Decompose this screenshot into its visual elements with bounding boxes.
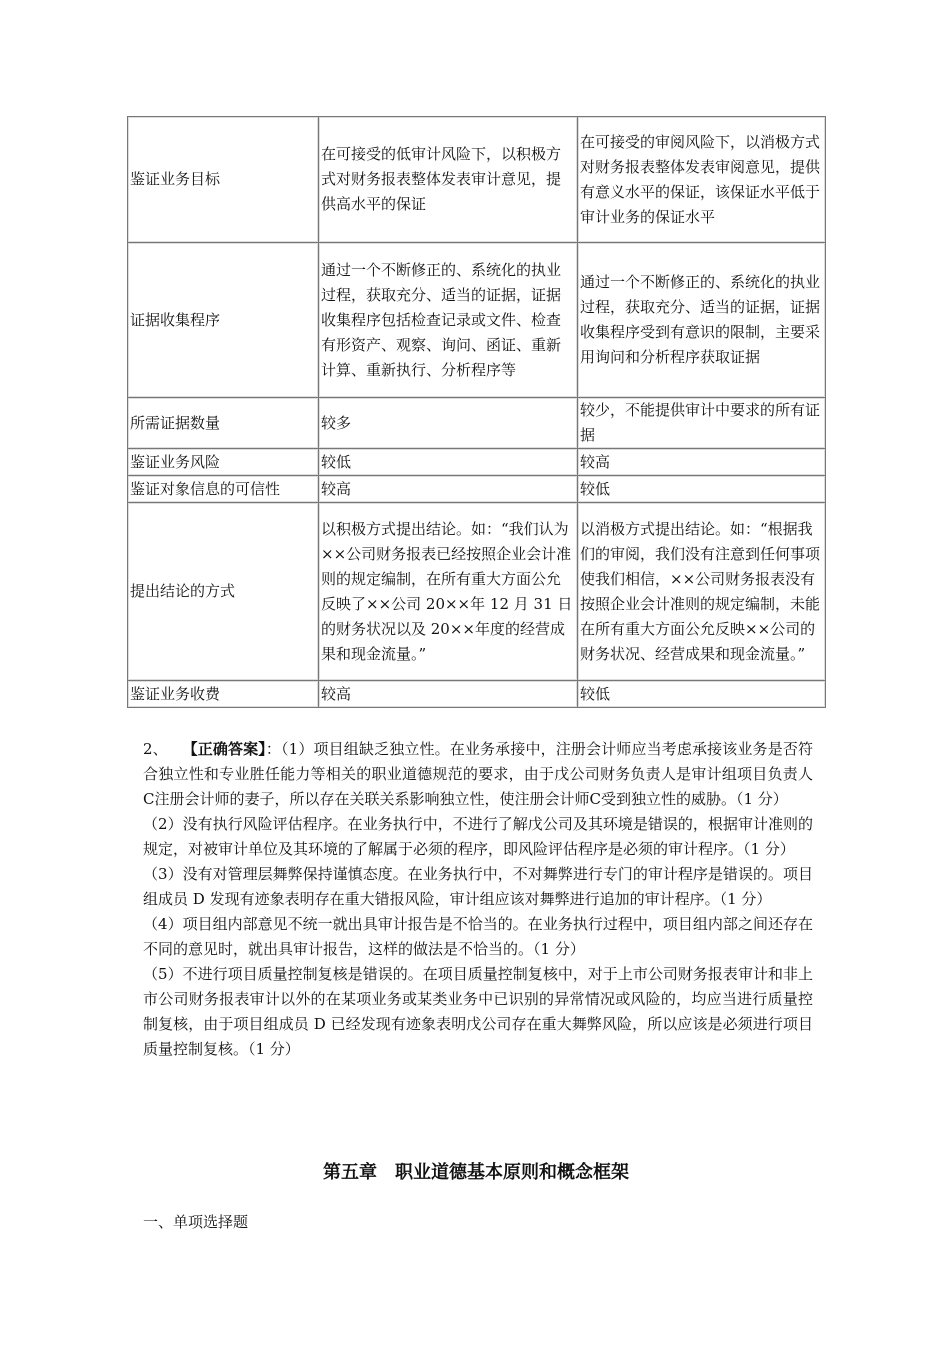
chapter-title: 第五章 职业道德基本原则和概念框架 [323, 1162, 629, 1183]
answer-item: ：（1）项目组缺乏独立性。在业务承接中，注册会计师应当考虑承接该业务是否符合独立性和专业胜任能力等相关的职业道德规范的要求，由于戊公司财务负责人是审计组项目负责人C注册会计师的妻子，所以存在关联关系影响独立性，使注册会计师C受到独立性的威胁。（1 分） [143, 740, 813, 808]
table-row [128, 476, 826, 503]
table-row [128, 398, 826, 449]
review-cell: 较高 [578, 449, 826, 476]
review-cell: 以消极方式提出结论。如：“根据我们的审阅，我们没有注意到任何事项使我们相信，××公司财务报表没有按照企业会计准则的规定编制，未能在所有重大方面公允反映××公司的财务状况、经营成果和现金流量。” [578, 503, 826, 681]
answer-paragraph [143, 962, 813, 1062]
table-row [128, 681, 826, 708]
review-cell: 较低 [578, 476, 826, 503]
row-label: 提出结论的方式 [128, 503, 319, 681]
audit-cell: 较高 [319, 681, 578, 708]
row-label: 鉴证业务风险 [128, 449, 319, 476]
answer-section [143, 737, 813, 1062]
review-cell: 通过一个不断修正的、系统化的执业过程，获取充分、适当的证据，证据收集程序受到有意识的限制，主要采用询问和分析程序获取证据 [578, 243, 826, 398]
row-label: 鉴证业务目标 [128, 117, 319, 243]
audit-cell: 较高 [319, 476, 578, 503]
row-label: 所需证据数量 [128, 398, 319, 449]
row-label: 鉴证业务收费 [128, 681, 319, 708]
answer-item: （5）不进行项目质量控制复核是错误的。在项目质量控制复核中，对于上市公司财务报表审计和非上市公司财务报表审计以外的在某项业务或某类业务中已识别的异常情况或风险的，均应当进行质量控制复核，由于项目组成员 D 已经发现有迹象表明戊公司存在重大舞弊风险，所以应该是必须进行项目质量控制复核。（1 分） [143, 965, 813, 1058]
row-label: 鉴证对象信息的可信性 [128, 476, 319, 503]
audit-cell: 在可接受的低审计风险下，以积极方式对财务报表整体发表审计意见，提供高水平的保证 [319, 117, 578, 243]
comparison-table [127, 116, 826, 708]
table-row [128, 243, 826, 398]
table-row [128, 503, 826, 681]
answer-paragraph [143, 737, 813, 812]
audit-cell: 通过一个不断修正的、系统化的执业过程，获取充分、适当的证据，证据收集程序包括检查记录或文件、检查有形资产、观察、询问、函证、重新计算、重新执行、分析程序等 [319, 243, 578, 398]
answer-heading: 【正确答案】 [182, 740, 266, 758]
answer-paragraph [143, 862, 813, 912]
review-cell: 较低 [578, 681, 826, 708]
section-title: 一、单项选择题 [143, 1213, 249, 1231]
answer-item: （4）项目组内部意见不统一就出具审计报告是不恰当的。在业务执行过程中，项目组内部之间还存在不同的意见时，就出具审计报告，这样的做法是不恰当的。（1 分） [143, 915, 813, 958]
table-row [128, 117, 826, 243]
answer-number: 2、 [143, 740, 168, 758]
review-cell: 较少，不能提供审计中要求的所有证据 [578, 398, 826, 449]
answer-item: （2）没有执行风险评估程序。在业务执行中，不进行了解戊公司及其环境是错误的，根据审计准则的规定，对被审计单位及其环境的了解属于必须的程序，即风险评估程序是必须的审计程序。（1 分） [143, 815, 813, 858]
answer-paragraph [143, 912, 813, 962]
answer-paragraph [143, 812, 813, 862]
table-row [128, 449, 826, 476]
answer-item: （3）没有对管理层舞弊保持谨慎态度。在业务执行中，不对舞弊进行专门的审计程序是错误的。项目组成员 D 发现有迹象表明存在重大错报风险，审计组应该对舞弊进行追加的审计程序。（1 分） [143, 865, 813, 908]
row-label: 证据收集程序 [128, 243, 319, 398]
audit-cell: 较低 [319, 449, 578, 476]
review-cell: 在可接受的审阅风险下，以消极方式对财务报表整体发表审阅意见，提供有意义水平的保证，该保证水平低于审计业务的保证水平 [578, 117, 826, 243]
audit-cell: 以积极方式提出结论。如：“我们认为××公司财务报表已经按照企业会计准则的规定编制，在所有重大方面公允反映了××公司 20××年 12 月 31 日的财务状况以及 20××年度的经营成果和现金流量。” [319, 503, 578, 681]
audit-cell: 较多 [319, 398, 578, 449]
